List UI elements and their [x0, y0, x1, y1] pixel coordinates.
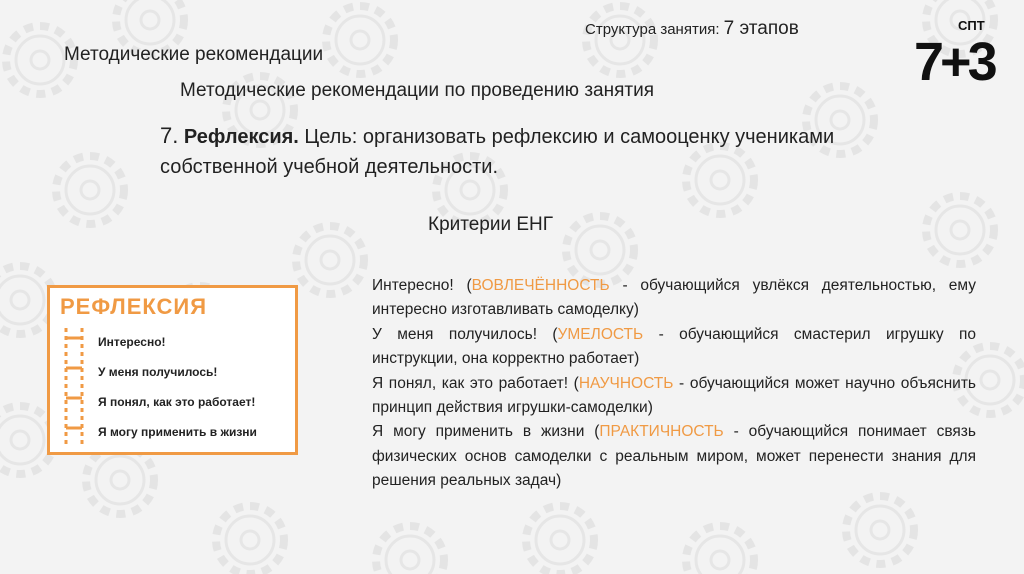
- criterion-keyword: НАУЧНОСТЬ: [578, 374, 674, 392]
- stage-name: Рефлексия.: [183, 126, 299, 148]
- criteria-list: [372, 274, 976, 494]
- criterion-intro: Я могу применить в жизни (: [372, 423, 600, 441]
- spt-logo: [914, 14, 996, 86]
- criterion-item: [372, 323, 976, 372]
- criterion-keyword: УМЕЛОСТЬ: [557, 325, 644, 343]
- criterion-description: - обучающийся увлёкся деятельностью, ему интересно изготавливать самоделку): [372, 277, 976, 319]
- ladder-icon: [62, 328, 86, 446]
- structure-value: 7 этапов: [723, 18, 799, 39]
- stage-number: 7.: [160, 123, 179, 148]
- reflection-card-title: РЕФЛЕКСИЯ: [60, 294, 208, 319]
- criterion-item: [372, 372, 976, 421]
- section-title: Методические рекомендации: [64, 44, 324, 65]
- criterion-description: - обучающийся понимает связь физических основ самоделки с реальным миром, может перенести знания для решения реальных задач): [372, 423, 976, 490]
- criterion-intro: Я понял, как это работает! (: [372, 374, 579, 392]
- reflection-item-understood: Я понял, как это работает!: [98, 395, 256, 409]
- reflection-item-interesting: Интересно!: [98, 335, 166, 349]
- page-subtitle: Методические рекомендации по проведению занятия: [180, 80, 654, 101]
- criterion-intro: Интересно! (: [372, 277, 472, 294]
- structure-info: [585, 18, 799, 40]
- criterion-description: - обучающийся смастерил игрушку по инструкции, она корректно работает): [372, 325, 976, 368]
- reflection-item-succeeded: У меня получилось!: [98, 365, 218, 379]
- svg-text:СПТ: СПТ: [958, 18, 985, 33]
- criterion-keyword: ВОВЛЕЧЁННОСТЬ: [471, 277, 610, 294]
- criterion-item: [372, 420, 976, 493]
- stage-goal: Цель: организовать рефлексию и самооценку учениками собственной учебной деятельности.: [160, 126, 835, 178]
- reflection-card: [47, 285, 298, 455]
- criterion-intro: У меня получилось! (: [372, 325, 558, 343]
- criteria-title: Критерии ЕНГ: [428, 214, 554, 235]
- structure-label: Структура занятия:: [585, 21, 720, 38]
- criterion-keyword: ПРАКТИЧНОСТЬ: [599, 423, 724, 441]
- reflection-item-apply: Я могу применить в жизни: [98, 425, 257, 439]
- stage-heading: [160, 121, 880, 182]
- svg-text:7+3: 7+3: [914, 32, 994, 86]
- criterion-item: [372, 274, 976, 323]
- criterion-description: - обучающийся может научно объяснить принцип действия игрушки-самоделки): [372, 374, 976, 417]
